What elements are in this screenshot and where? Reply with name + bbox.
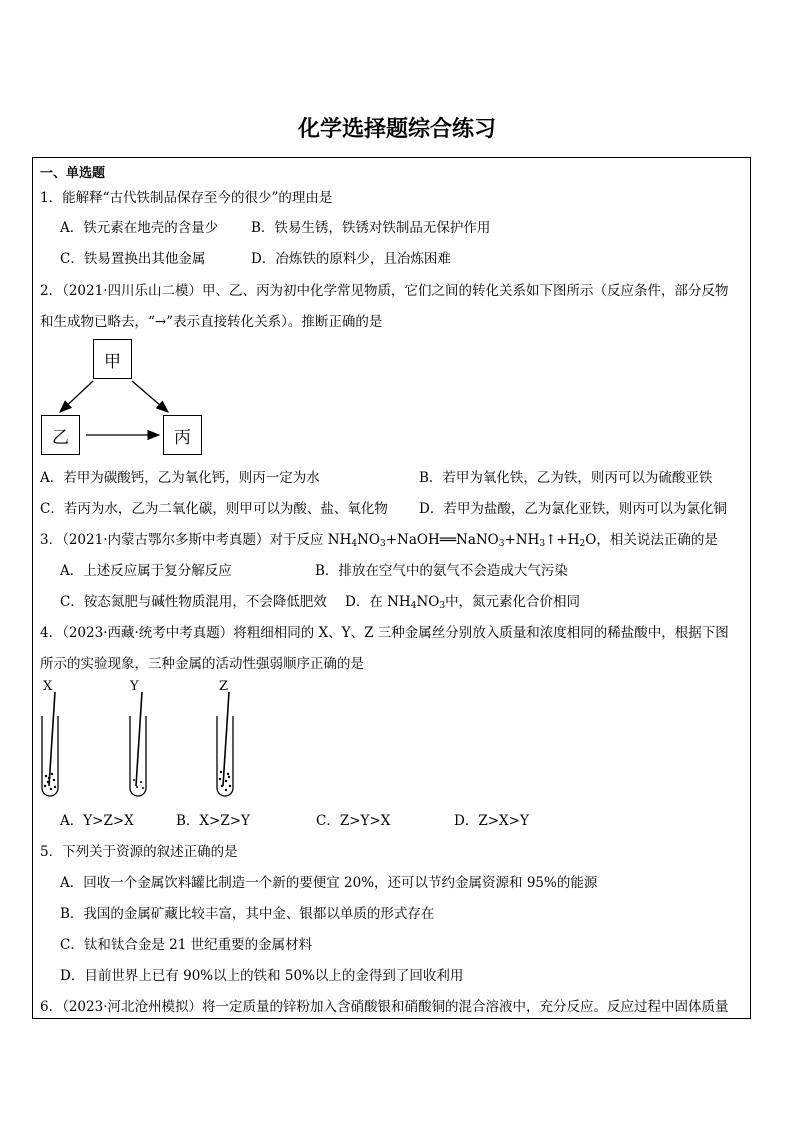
q4-option-a[interactable]: A．Y>Z>X [60,813,134,829]
q3-option-c[interactable]: C．铵态氮肥与碱性物质混用，不会降低肥效 [60,594,327,610]
q5-option-a[interactable]: A．回收一个金属饮料罐比制造一个新的要便宜 20%，还可以节约金属资源和 95%的能源 [60,875,598,891]
q1-option-a[interactable]: A．铁元素在地壳的含量少 [60,220,219,236]
q3-option-b[interactable]: B．排放在空气中的氨气不会造成大气污染 [315,563,568,579]
q2-option-a[interactable]: A．若甲为碳酸钙，乙为氧化钙，则丙一定为水 [40,470,320,486]
box-jia: 甲 [93,339,132,379]
q2-stem-line2: 和生成物已略去，“→”表示直接转化关系）。推断正确的是 [40,314,383,330]
q1-option-d[interactable]: D．冶炼铁的原料少，且冶炼困难 [251,251,451,267]
q4-option-c[interactable]: C．Z>Y>X [316,813,391,829]
tube-z [217,692,233,796]
q2-option-c[interactable]: C．若丙为水，乙为二氧化碳，则甲可以为酸、盐、氧化物 [40,501,388,517]
q5-option-c[interactable]: C．钛和钛合金是 21 世纪重要的金属材料 [60,937,313,953]
q3-option-d[interactable]: D．在 $NH_4NO_3$中，氮元素化合价相同 [345,594,581,611]
q2-conversion-diagram [38,338,218,460]
tube-x [42,692,58,796]
q3-stem: 3．（2021·内蒙古鄂尔多斯中考真题）对于反应 $NH_4NO_3+NaOH══NaNO_3+NH_3↑+H_2O$，相关说法正确的是 [40,532,718,549]
q5-option-d[interactable]: D．目前世界上已有 90%以上的铁和 50%以上的金得到了回收利用 [60,968,464,984]
q5-option-b[interactable]: B．我国的金属矿藏比较丰富，其中金、银都以单质的形式存在 [60,906,435,922]
tube-label-z: Z [219,679,229,694]
q4-test-tubes-figure [36,678,246,803]
page-title: 化学选择题综合练习 [297,117,496,142]
q2-stem-line1: 2．（2021·四川乐山二模）甲、乙、丙为初中化学常见物质，它们之间的转化关系如下图所示（反应条件，部分反物 [40,283,729,299]
tube-y [130,692,146,796]
q4-tubes-drawing [36,678,246,803]
q3-option-a[interactable]: A．上述反应属于复分解反应 [60,563,232,579]
q4-option-b[interactable]: B．X>Z>Y [176,813,250,829]
q2-option-d[interactable]: D．若甲为盐酸，乙为氯化亚铁，则丙可以为氯化铜 [419,501,727,517]
tube-label-y: Y [130,679,139,694]
box-bing: 丙 [163,415,202,455]
q4-option-d[interactable]: D．Z>X>Y [454,813,529,829]
tube-label-x: X [43,679,53,694]
q1-option-b[interactable]: B．铁易生锈，铁锈对铁制品无保护作用 [251,220,491,236]
arrow-jia-to-bing [132,381,168,412]
q4-stem-line1: 4．（2023·西藏·统考中考真题）将粗细相同的 X、Y、Z 三种金属丝分别放入质量和浓度相同的稀盐酸中，根据下图 [40,625,729,641]
q4-stem-line2: 所示的实验现象，三种金属的活动性强弱顺序正确的是 [40,656,364,672]
arrow-jia-to-yi [60,381,93,412]
q1-option-c[interactable]: C．铁易置换出其他金属 [60,251,206,267]
q6-stem: 6．（2023·河北沧州模拟）将一定质量的锌粉加入含硝酸银和硝酸铜的混合溶液中，充分反应。反应过程中固体质量 [40,999,729,1015]
box-yi: 乙 [41,415,80,455]
section-heading: 一、单选题 [40,166,106,181]
q5-stem: 5．下列关于资源的叙述正确的是 [40,844,238,860]
q1-stem: 1．能解释“古代铁制品保存至今的很少”的理由是 [40,190,333,206]
q2-option-b[interactable]: B．若甲为氧化铁，乙为铁，则丙可以为硫酸亚铁 [419,470,713,486]
